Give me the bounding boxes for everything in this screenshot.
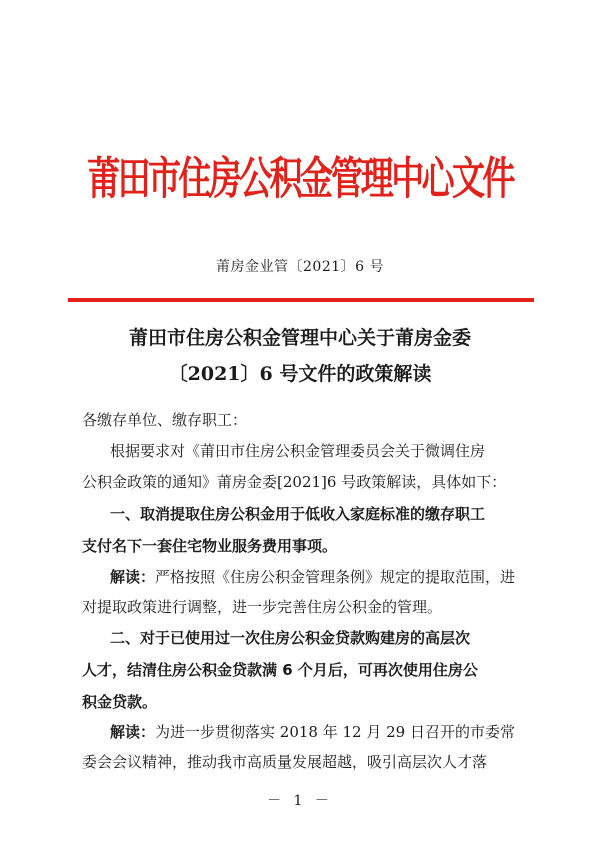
document-heading	[60, 320, 540, 392]
red-divider	[68, 298, 534, 302]
intro-line: 根据要求对《莆田市住房公积金管理委员会关于微调住房	[110, 442, 486, 460]
heading-line: 莆田市住房公积金管理中心关于莆房金委	[128, 327, 471, 349]
page-number: － 1 －	[267, 793, 333, 809]
interpretation-1-line: 对提取政策进行调整，进一步完善住房公积金的管理。	[82, 598, 443, 616]
interpretation-label: 解读：	[110, 568, 156, 586]
document-number: 莆房金业管〔2021〕6 号	[216, 259, 384, 275]
item-1-line: 一、取消提取住房公积金用于低收入家庭标准的缴存职工	[110, 505, 486, 523]
interpretation-text: 严格按照《住房公积金管理条例》规定的提取范围，进	[155, 568, 516, 586]
document-red-header: 莆田市住房公积金管理中心文件	[87, 151, 513, 205]
item-1-line: 支付名下一套住宅物业服务费用事项。	[82, 537, 338, 555]
interpretation-2-line	[110, 722, 515, 742]
item-2-line: 人才，结清住房公积金贷款满 6 个月后，可再次使用住房公	[82, 661, 478, 679]
heading-line: 〔2021〕6 号文件的政策解读	[168, 363, 432, 385]
salutation: 各缴存单位、缴存职工：	[82, 411, 248, 429]
intro-line: 公积金政策的通知》莆房金委[2021]6 号政策解读，具体如下：	[82, 473, 507, 491]
item-2-line: 积金贷款。	[82, 693, 158, 711]
interpretation-text: 为进一步贯彻落实 2018 年 12 月 29 日召开的市委常	[155, 723, 515, 741]
interpretation-2-line: 委会会议精神，推动我市高质量发展超越，吸引高层次人才落	[82, 753, 488, 771]
item-2-line: 二、对于已使用过一次住房公积金贷款购建房的高层次	[110, 629, 471, 647]
interpretation-1-line	[110, 567, 515, 587]
interpretation-label: 解读：	[110, 723, 156, 741]
